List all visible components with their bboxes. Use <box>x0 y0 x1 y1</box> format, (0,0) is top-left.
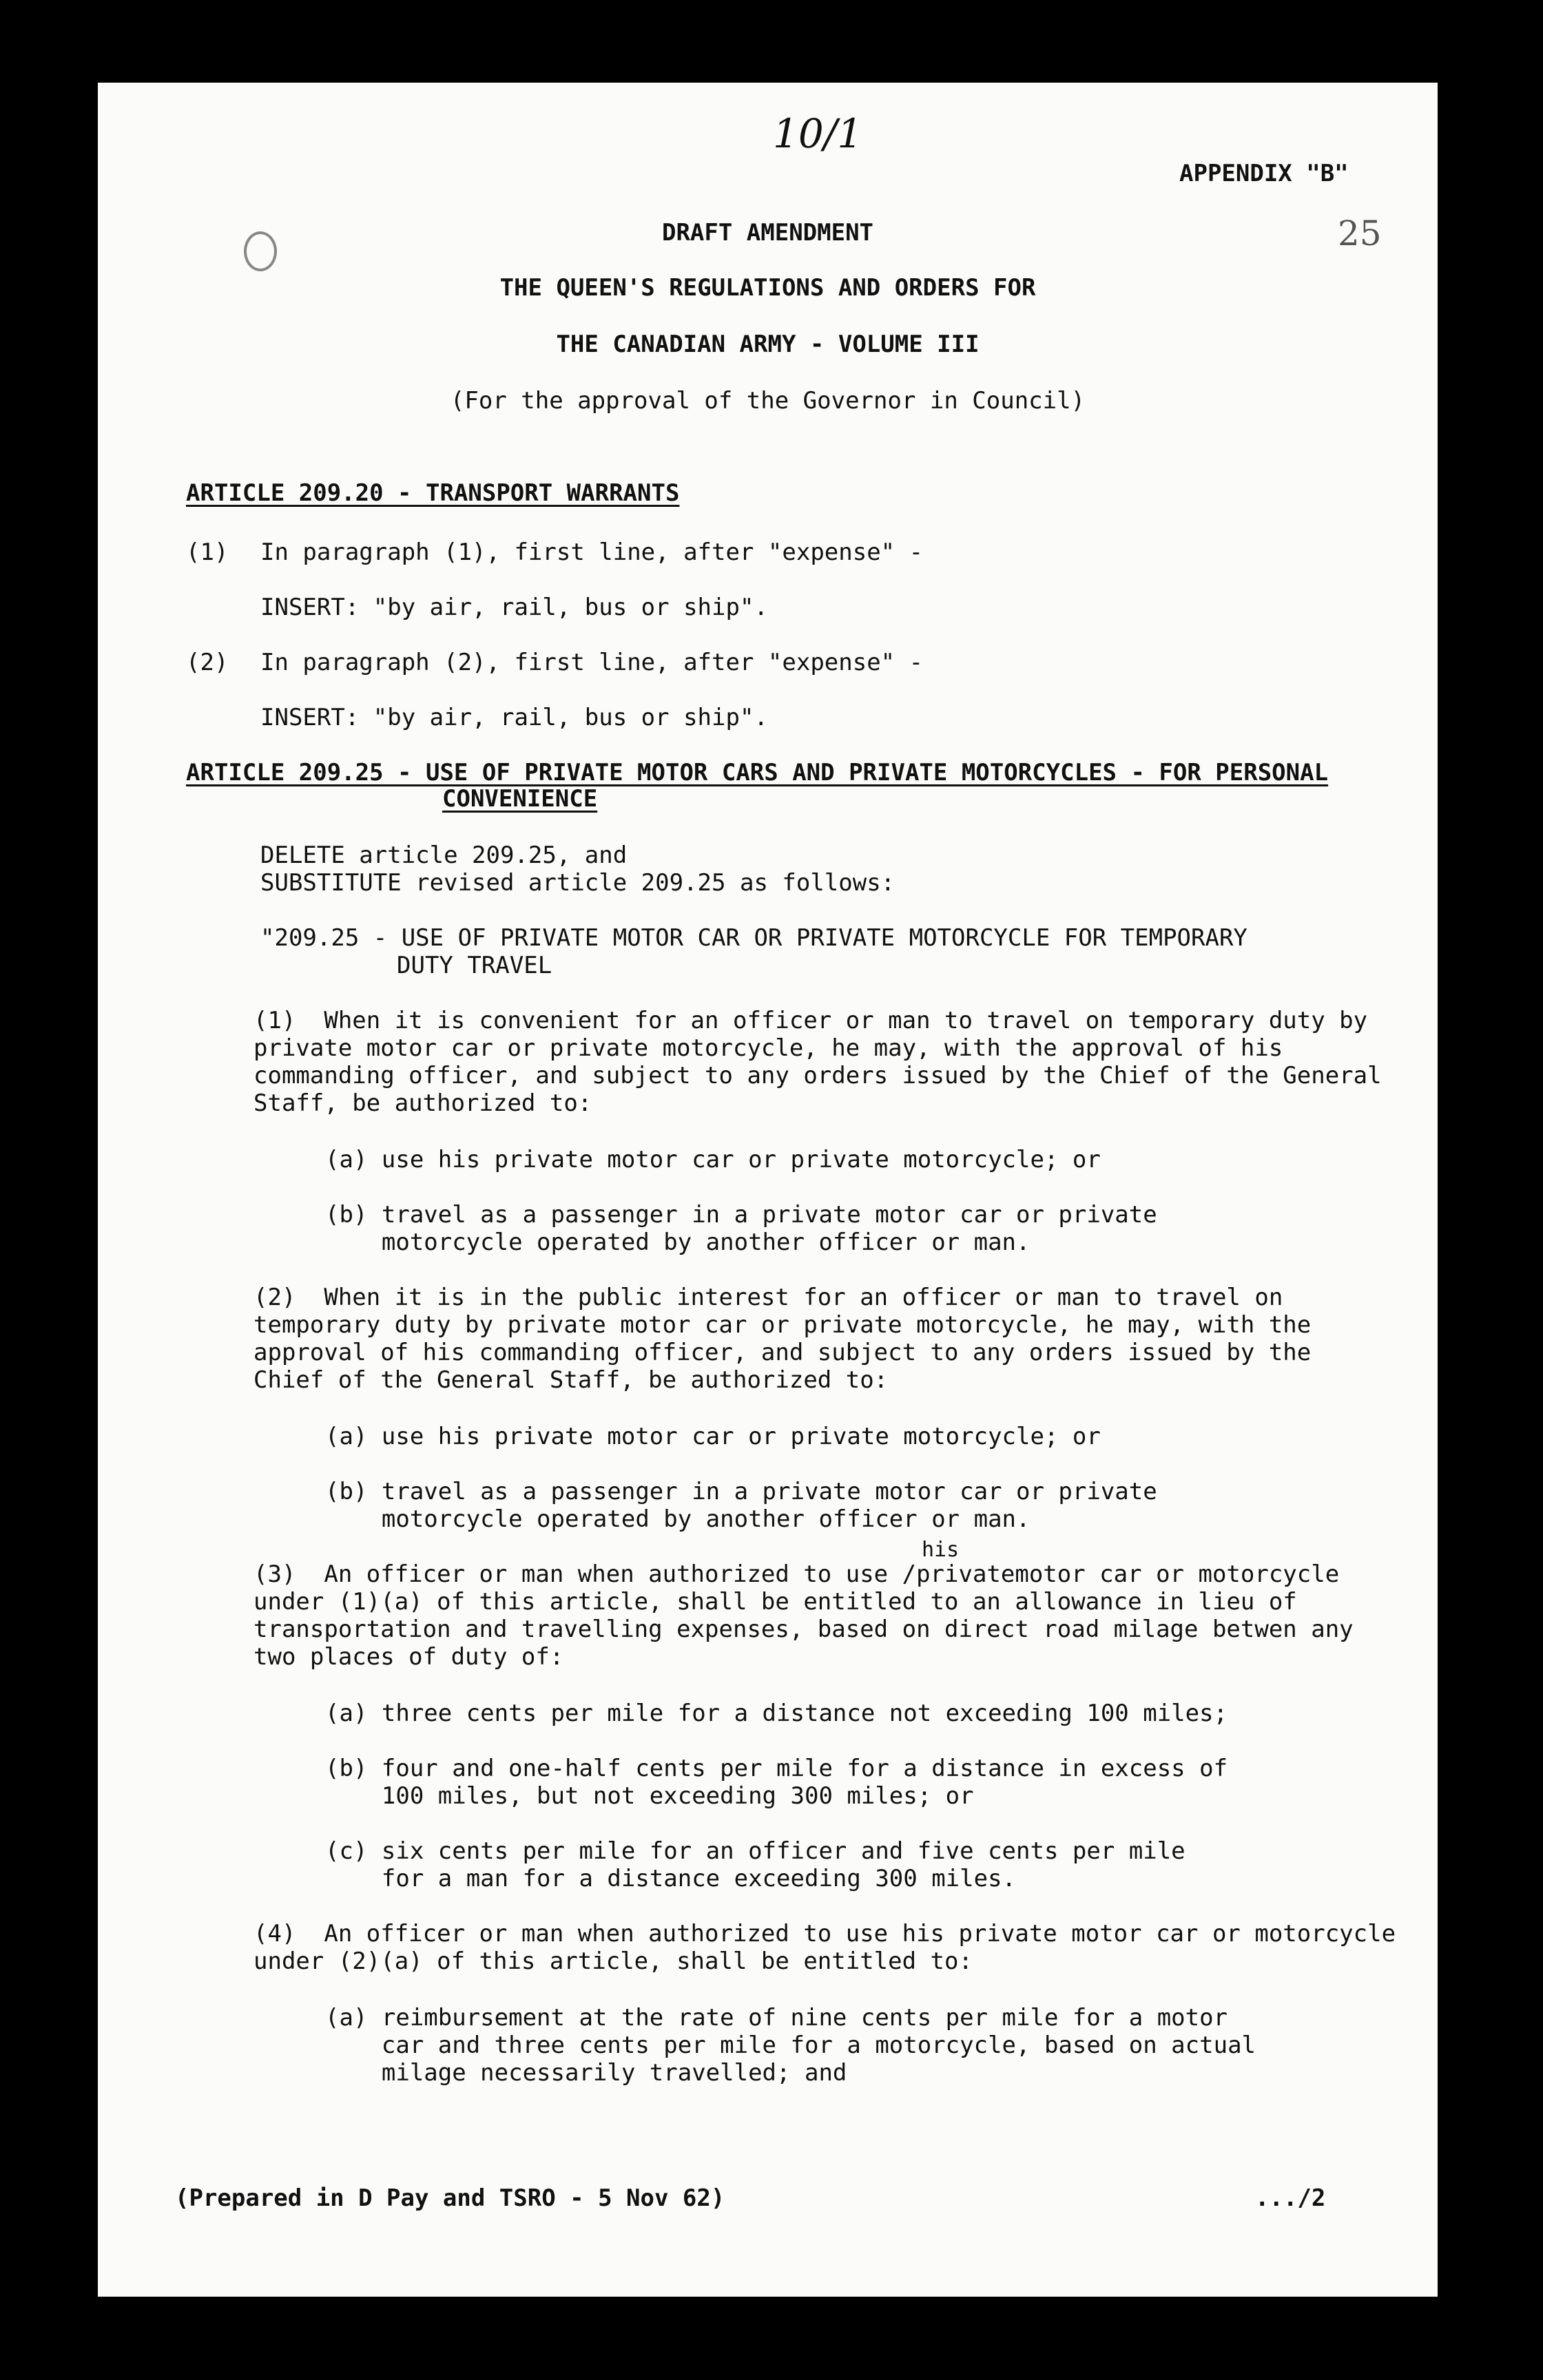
header-regulations: THE QUEEN'S REGULATIONS AND ORDERS FOR <box>499 274 1036 302</box>
header-volume: THE CANADIAN ARMY - VOLUME III <box>556 331 980 358</box>
para2-line1: (2) When it is in the public interest for an officer or man to travel on <box>253 1284 1283 1311</box>
article-20920-heading: ARTICLE 209.20 - TRANSPORT WARRANTS <box>186 479 680 507</box>
para4a-line1: (a) reimbursement at the rate of nine cents per mile for a motor <box>325 2004 1228 2032</box>
footer-continuation: .../2 <box>1255 2184 1326 2212</box>
para3-handwritten-insert: his <box>922 1538 960 1562</box>
delete-line: DELETE article 209.25, and <box>260 842 628 869</box>
para2-line4: Chief of the General Staff, be authorized to: <box>253 1366 889 1394</box>
para4a-line3: milage necessarily travelled; and <box>325 2059 847 2087</box>
para4-line2: under (2)(a) of this article, shall be entitled to: <box>253 1948 973 1975</box>
para1b-line2: motorcycle operated by another officer or man. <box>325 1229 1031 1256</box>
appendix-label: APPENDIX "B" <box>1179 160 1349 187</box>
item1-insert: INSERT: "by air, rail, bus or ship". <box>260 594 768 621</box>
para1-line1: (1) When it is convenient for an officer or man to travel on temporary duty by <box>253 1007 1368 1034</box>
document-page <box>98 83 1438 2297</box>
item2-text: In paragraph (2), first line, after "expense" - <box>260 649 924 676</box>
page-number-stamp: 25 <box>1338 213 1382 253</box>
header-draft-amendment: DRAFT AMENDMENT <box>661 219 874 247</box>
item2-insert: INSERT: "by air, rail, bus or ship". <box>260 704 768 731</box>
para3c-line1: (c) six cents per mile for an officer and five cents per mile <box>325 1837 1185 1865</box>
new-title-line1: "209.25 - USE OF PRIVATE MOTOR CAR OR PRIVATE MOTORCYCLE FOR TEMPORARY <box>260 924 1247 952</box>
para2-line3: approval of his commanding officer, and subject to any orders issued by the <box>253 1339 1312 1366</box>
item1-number: (1) <box>186 539 229 566</box>
para3-line4: two places of duty of: <box>253 1643 564 1671</box>
footer-prepared: (Prepared in D Pay and TSRO - 5 Nov 62) <box>175 2184 725 2212</box>
header-approval: (For the approval of the Governor in Council) <box>450 387 1086 415</box>
para3-line1: (3) An officer or man when authorized to use /privatemotor car or motorcycle <box>253 1560 1340 1588</box>
para3b-line1: (b) four and one-half cents per mile for a distance in excess of <box>325 1755 1228 1782</box>
para1-line2: private motor car or private motorcycle, he may, with the approval of his <box>253 1034 1283 1062</box>
para3-line3: transportation and travelling expenses, based on direct road milage betwen any <box>253 1616 1354 1643</box>
substitute-line: SUBSTITUTE revised article 209.25 as follows: <box>260 869 895 897</box>
para3c-line2: for a man for a distance exceeding 300 miles. <box>325 1865 1017 1892</box>
para1-line4: Staff, be authorized to: <box>253 1089 592 1117</box>
para3b-line2: 100 miles, but not exceeding 300 miles; or <box>325 1782 974 1810</box>
item1-text: In paragraph (1), first line, after "expense" - <box>260 539 924 566</box>
para2-line2: temporary duty by private motor car or private motorcycle, he may, with the <box>253 1311 1312 1339</box>
new-title-line2: DUTY TRAVEL <box>397 952 552 979</box>
item2-number: (2) <box>186 649 229 676</box>
para2b-line1: (b) travel as a passenger in a private motor car or private <box>325 1478 1157 1505</box>
para4-line1: (4) An officer or man when authorized to use his private motor car or motorcycle <box>253 1920 1396 1948</box>
para3-line2: under (1)(a) of this article, shall be entitled to an allowance in lieu of <box>253 1588 1297 1616</box>
para4a-line2: car and three cents per mile for a motorcycle, based on actual <box>325 2032 1256 2059</box>
handwritten-folio: 10/1 <box>773 110 863 157</box>
para1b-line1: (b) travel as a passenger in a private motor car or private <box>325 1201 1157 1229</box>
article-20925-heading-line2: CONVENIENCE <box>442 785 598 813</box>
para3a: (a) three cents per mile for a distance not exceeding 100 miles; <box>325 1700 1228 1727</box>
article-20925-heading-line1: ARTICLE 209.25 - USE OF PRIVATE MOTOR CARS AND PRIVATE MOTORCYCLES - FOR PERSONAL <box>186 759 1329 786</box>
para1-line3: commanding officer, and subject to any orders issued by the Chief of the General <box>253 1062 1382 1089</box>
para2a: (a) use his private motor car or private motorcycle; or <box>325 1423 1101 1450</box>
para2b-line2: motorcycle operated by another officer or man. <box>325 1505 1031 1533</box>
para1a: (a) use his private motor car or private motorcycle; or <box>325 1146 1101 1173</box>
